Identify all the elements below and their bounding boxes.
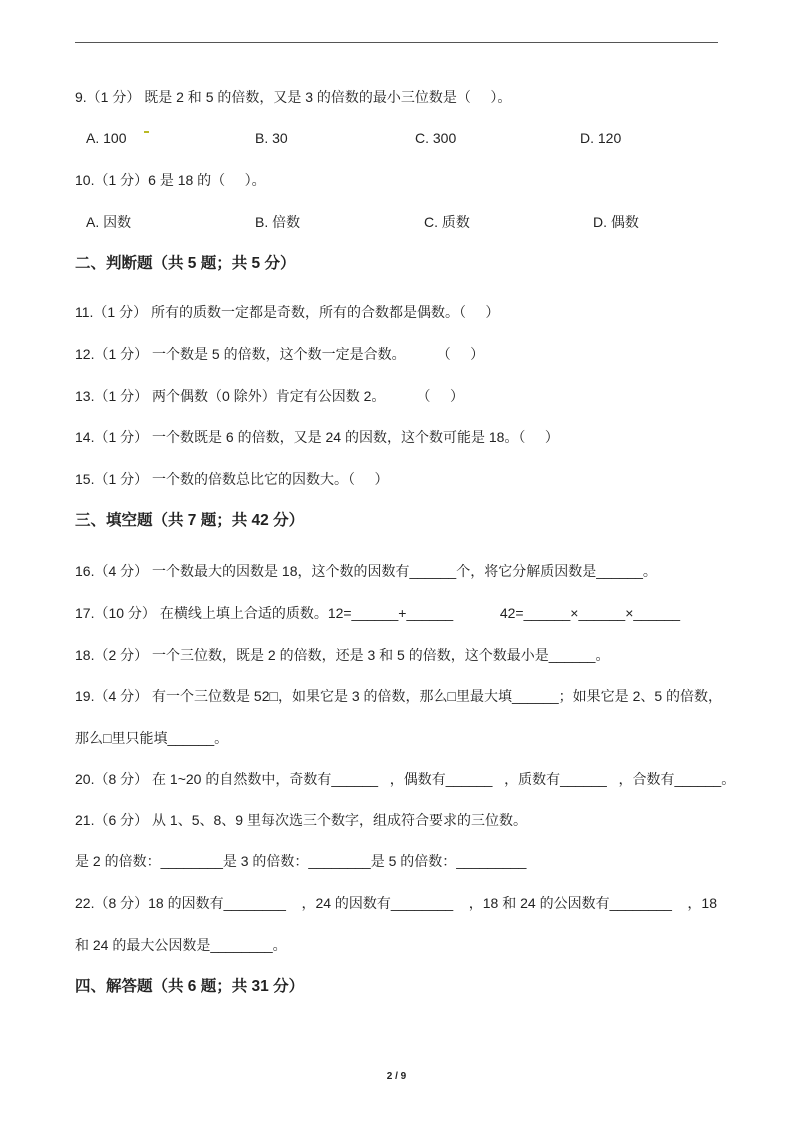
question-15: 15.（1 分） 一个数的倍数总比它的因数大。（ ）: [75, 471, 389, 487]
q10-option-b[interactable]: B. 倍数: [255, 214, 301, 230]
question-12: 12.（1 分） 一个数是 5 的倍数，这个数一定是合数。 （ ）: [75, 346, 485, 362]
question-14: 14.（1 分） 一个数既是 6 的倍数，又是 24 的因数，这个数可能是 18。（ ）: [75, 429, 559, 445]
q10-option-a[interactable]: A. 因数: [86, 214, 132, 230]
q9-option-a[interactable]: A. 100: [86, 130, 127, 146]
q10-option-d[interactable]: D. 偶数: [593, 214, 639, 230]
stray-mark: [144, 131, 149, 133]
q9-option-b[interactable]: B. 30: [255, 130, 288, 146]
question-11: 11.（1 分） 所有的质数一定都是奇数，所有的合数都是偶数。（ ）: [75, 304, 500, 320]
question-21: 21.（6 分） 从 1、5、8、9 里每次选三个数字，组成符合要求的三位数。: [75, 812, 527, 828]
section-heading-3: 三、填空题（共 7 题；共 42 分）: [75, 512, 305, 529]
section-heading-2: 二、判断题（共 5 题；共 5 分）: [75, 255, 296, 272]
question-13: 13.（1 分） 两个偶数（0 除外）肯定有公因数 2。 （ ）: [75, 388, 464, 404]
question-10: 10.（1 分）6 是 18 的（ ）。: [75, 172, 266, 188]
q9-option-d[interactable]: D. 120: [580, 130, 622, 146]
q10-option-c[interactable]: C. 质数: [424, 214, 470, 230]
question-20: 20.（8 分） 在 1~20 的自然数中，奇数有______ ，偶数有______ ，质数有______ ，合数有______。: [75, 771, 736, 787]
question-16: 16.（4 分） 一个数最大的因数是 18，这个数的因数有______个，将它分解质因数是______。: [75, 563, 657, 579]
question-22-cont: 和 24 的最大公因数是________。: [75, 937, 287, 953]
question-19-cont: 那么□里只能填______。: [75, 730, 229, 746]
question-17: 17.（10 分） 在横线上填上合适的质数。12=______+______ 42=______×______×______: [75, 605, 681, 621]
question-18: 18.（2 分） 一个三位数，既是 2 的倍数，还是 3 和 5 的倍数，这个数最小是______。: [75, 647, 610, 663]
question-22: 22.（8 分）18 的因数有________ ，24 的因数有________ ，18 和 24 的公因数有________ ，18: [75, 895, 717, 911]
header-rule: [75, 42, 718, 43]
q9-option-c[interactable]: C. 300: [415, 130, 457, 146]
question-21-blanks: 是 2 的倍数：________是 3 的倍数：________是 5 的倍数：_________: [75, 853, 527, 869]
question-9: 9.（1 分） 既是 2 和 5 的倍数，又是 3 的倍数的最小三位数是（ ）。: [75, 89, 512, 105]
question-19: 19.（4 分） 有一个三位数是 52□，如果它是 3 的倍数，那么□里最大填______；如果它是 2、5 的倍数，: [75, 688, 723, 704]
section-heading-4: 四、解答题（共 6 题；共 31 分）: [75, 978, 305, 995]
page-number: 2 / 9: [386, 1071, 407, 1082]
